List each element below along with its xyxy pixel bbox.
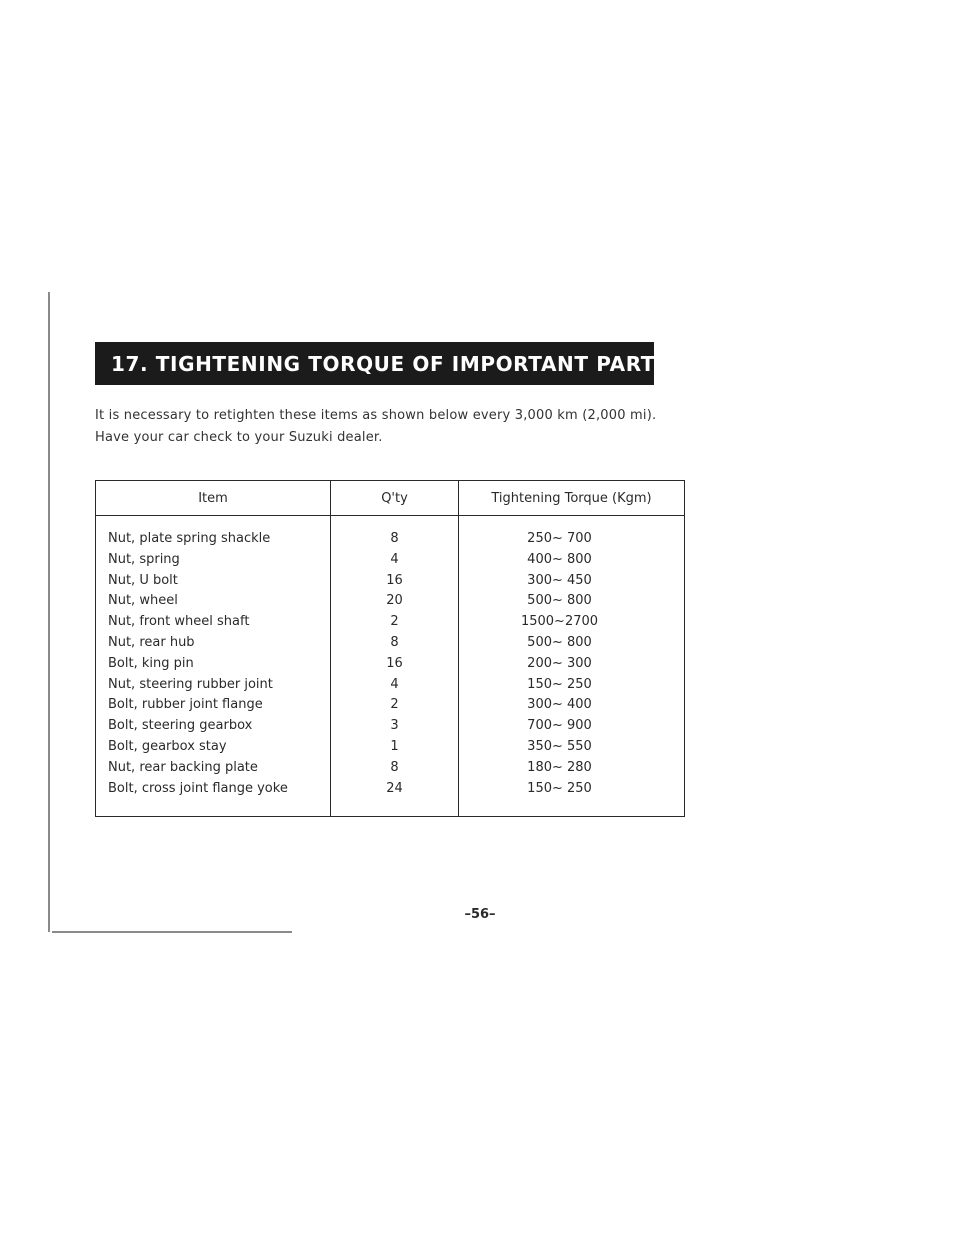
torque-cell: 1500~2700 [520, 614, 599, 630]
page-edge-bottom [52, 931, 292, 933]
intro-line-1: It is necessary to retighten these items as shown below every 3,000 km (2,000 mi). [95, 408, 657, 423]
torque-cell: 700~ 900 [527, 718, 592, 734]
torque-table [95, 480, 685, 817]
qty-cell: 20 [386, 593, 403, 609]
page-edge-left [48, 292, 50, 932]
intro-paragraph [95, 405, 715, 449]
qty-cell: 8 [390, 759, 399, 775]
item-cell: Nut, steering rubber joint [108, 676, 273, 692]
torque-list [459, 516, 684, 799]
qty-cell: 2 [390, 614, 399, 630]
torque-cell: 500~ 800 [527, 593, 592, 609]
torque-cell: 300~ 400 [527, 697, 592, 713]
qty-cell: 16 [386, 655, 403, 671]
header-qty: Q'ty [331, 481, 459, 516]
section-heading [95, 342, 671, 385]
torque-cell: 400~ 800 [527, 551, 592, 567]
qty-column [331, 516, 459, 817]
qty-list [331, 516, 458, 799]
torque-column [459, 516, 685, 817]
item-cell: Nut, rear backing plate [108, 759, 258, 775]
qty-cell: 8 [390, 634, 399, 650]
item-cell: Bolt, steering gearbox [108, 718, 253, 734]
item-cell: Bolt, cross joint flange yoke [108, 780, 288, 796]
item-cell: Nut, spring [108, 551, 180, 567]
item-cell: Nut, wheel [108, 593, 178, 609]
torque-cell: 250~ 700 [527, 531, 592, 546]
qty-cell: 3 [390, 718, 399, 734]
item-cell: Bolt, rubber joint flange [108, 697, 263, 713]
item-column [96, 516, 331, 817]
torque-cell: 300~ 450 [527, 572, 592, 588]
torque-cell: 200~ 300 [527, 655, 592, 671]
page-number: –56– [464, 907, 496, 922]
torque-cell: 150~ 250 [527, 676, 592, 692]
item-cell: Nut, rear hub [108, 634, 195, 650]
torque-cell: 180~ 280 [527, 759, 592, 775]
qty-cell: 4 [390, 676, 399, 692]
qty-cell: 24 [386, 780, 403, 796]
intro-line-2: Have your car check to your Suzuki dealer. [95, 430, 383, 445]
qty-cell: 2 [390, 697, 399, 713]
table-header-row [96, 481, 685, 516]
qty-cell: 16 [386, 572, 403, 588]
torque-cell: 500~ 800 [527, 634, 592, 650]
item-list [96, 516, 330, 799]
item-cell: Bolt, king pin [108, 655, 194, 671]
qty-cell: 4 [390, 551, 399, 567]
qty-cell: 8 [390, 531, 399, 546]
item-cell: Nut, plate spring shackle [108, 531, 271, 546]
section-title: 17. TIGHTENING TORQUE OF IMPORTANT PARTS [111, 351, 671, 376]
item-cell: Bolt, gearbox stay [108, 738, 227, 754]
header-item: Item [96, 481, 331, 516]
qty-cell: 1 [390, 738, 399, 754]
item-cell: Nut, front wheel shaft [108, 614, 250, 630]
item-cell: Nut, U bolt [108, 572, 178, 588]
torque-cell: 350~ 550 [527, 738, 592, 754]
header-torque: Tightening Torque (Kgm) [459, 481, 685, 516]
table-body-row [96, 516, 685, 817]
torque-cell: 150~ 250 [527, 780, 592, 796]
